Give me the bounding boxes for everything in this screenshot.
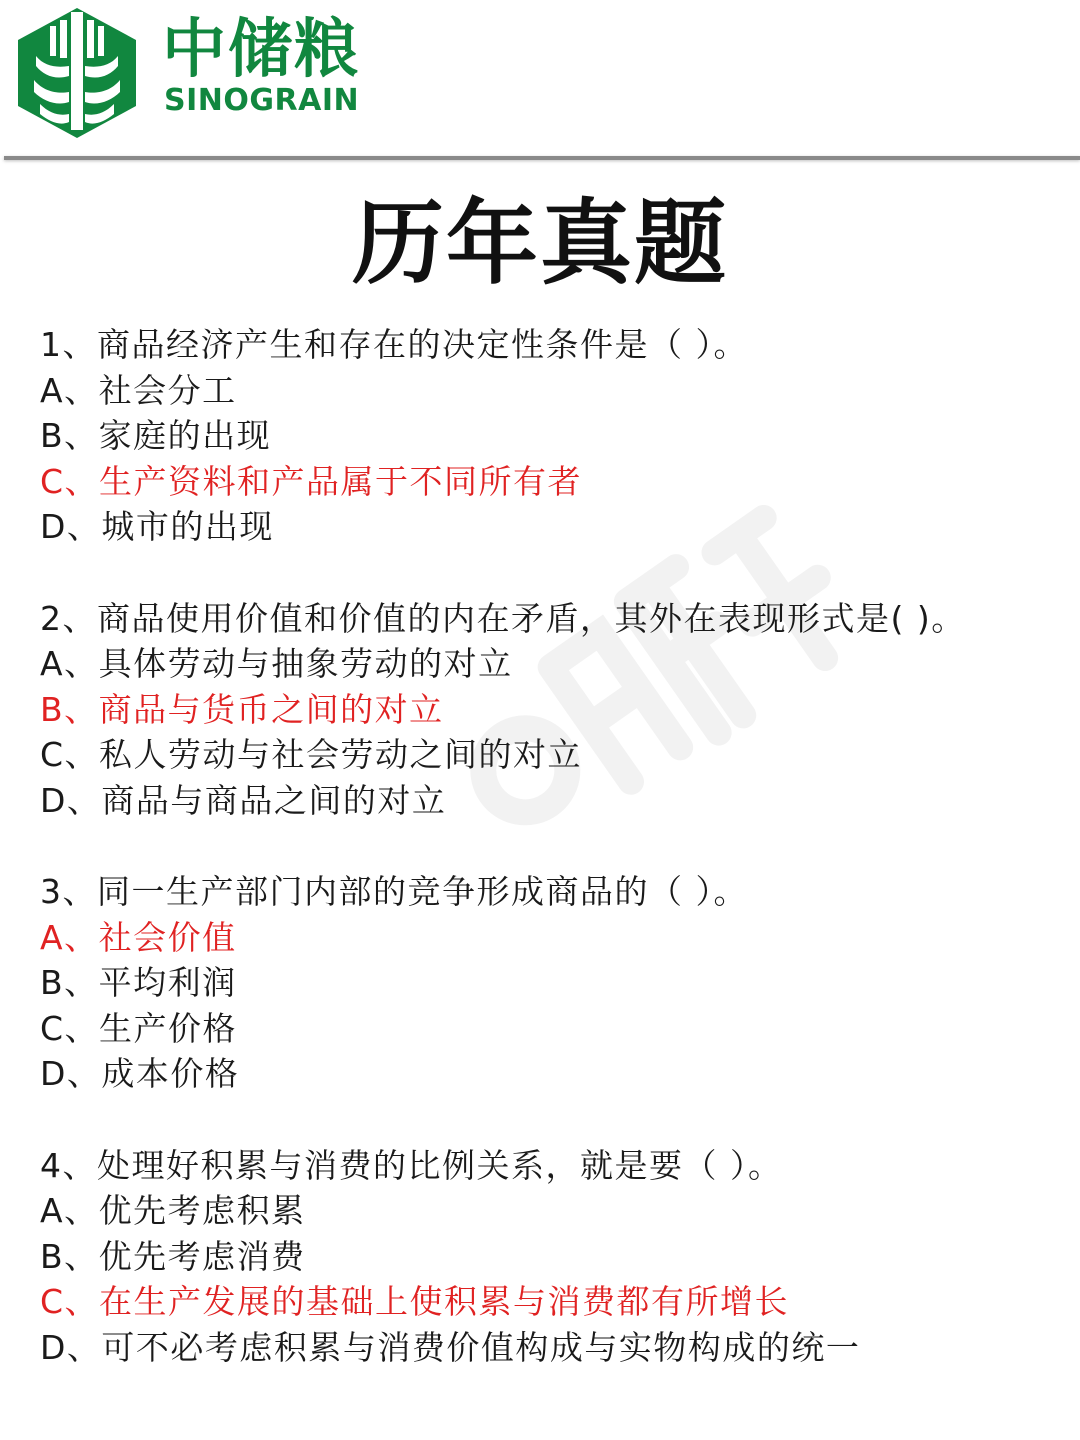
question-stem: 1、商品经济产生和存在的决定性条件是（ ）。	[40, 325, 748, 364]
option-a-answer: A、社会价值	[40, 917, 237, 957]
sinograin-logo-icon	[14, 6, 140, 140]
option-b: B、平均利润	[40, 963, 237, 1002]
header	[0, 0, 1080, 160]
question-list	[40, 322, 1060, 1416]
option-b-answer: B、商品与货币之间的对立	[40, 689, 444, 729]
option-d: D、可不必考虑积累与消费价值构成与实物构成的统一	[40, 1327, 861, 1367]
option-c: C、生产价格	[40, 1008, 238, 1048]
option-d: D、商品与商品之间的对立	[40, 780, 447, 820]
option-c-answer: C、在生产发展的基础上使积累与消费都有所增长	[40, 1282, 790, 1321]
logo-chinese-text: 中储粮	[162, 13, 360, 87]
option-d: D、成本价格	[40, 1054, 240, 1093]
option-d: D、城市的出现	[40, 507, 274, 546]
logo-english-text: SINOGRAIN	[164, 83, 360, 118]
option-b: B、优先考虑消费	[40, 1236, 306, 1276]
question-3	[40, 869, 1060, 1097]
option-c-answer: C、生产资料和产品属于不同所有者	[40, 461, 583, 501]
question-4	[40, 1143, 1060, 1371]
option-a: A、具体劳动与抽象劳动的对立	[40, 644, 513, 683]
question-stem: 2、商品使用价值和价值的内在矛盾，其外在表现形式是( )。	[40, 598, 966, 638]
header-divider	[4, 156, 1080, 160]
page-title: 历年真题	[351, 190, 728, 297]
question-stem: 3、同一生产部门内部的竞争形成商品的（ ）。	[40, 872, 748, 911]
option-a: A、优先考虑积累	[40, 1191, 306, 1230]
option-a: A、社会分工	[40, 370, 237, 410]
question-stem: 4、处理好积累与消费的比例关系，就是要（ ）。	[40, 1145, 783, 1185]
question-1	[40, 322, 1060, 550]
option-b: B、家庭的出现	[40, 416, 272, 455]
option-c: C、私人劳动与社会劳动之间的对立	[40, 735, 583, 774]
question-2	[40, 596, 1060, 824]
